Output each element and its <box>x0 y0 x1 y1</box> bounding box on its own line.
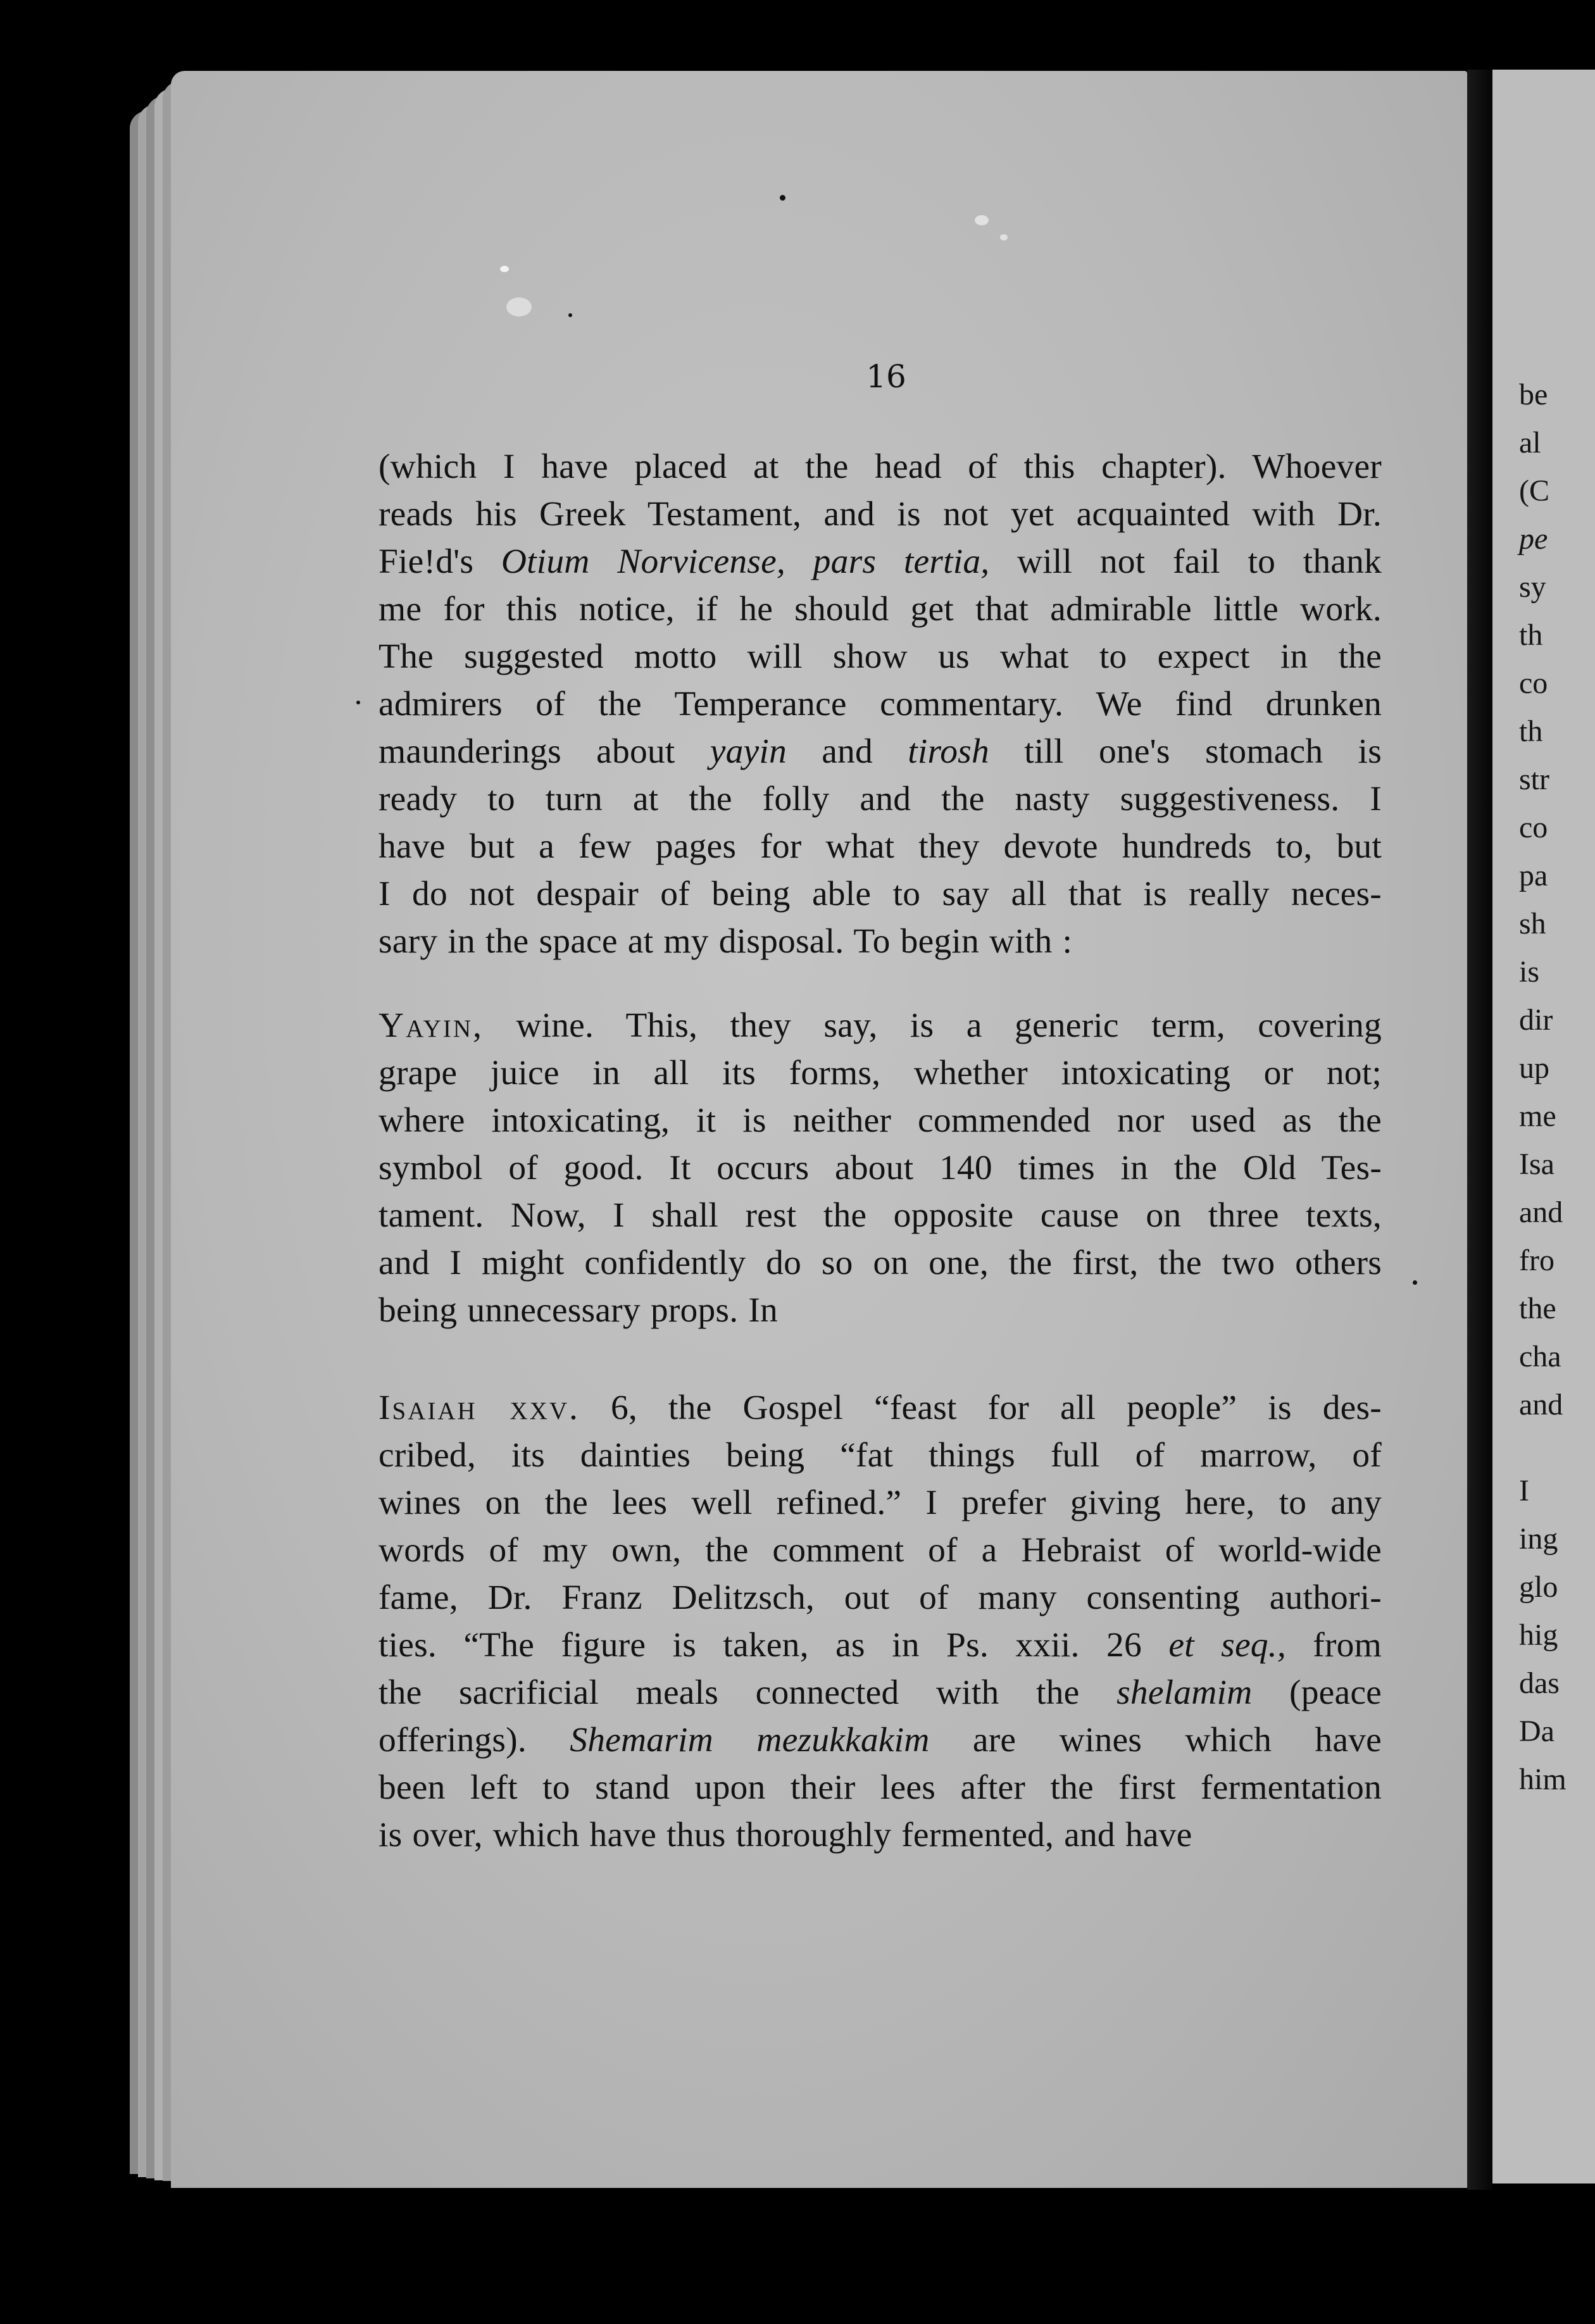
text-line: Yayin, wine. This, they say, is a generic term, covering <box>378 1006 1382 1045</box>
facing-page-fragment: pe <box>1519 522 1548 556</box>
ink-dot <box>780 195 785 201</box>
text-line: me for this notice, if he should get that admirable little work. <box>378 590 1382 628</box>
paper-speck <box>500 266 509 272</box>
text-line: being unnecessary props. In <box>378 1291 778 1330</box>
text-line: admirers of the Temperance commentary. We find drunken <box>378 685 1382 723</box>
text-line: Fie!d's Otium Norvicense, pars tertia, will not fail to thank <box>378 542 1382 581</box>
facing-page-fragment: dir <box>1519 1003 1553 1037</box>
facing-page-fragment: is <box>1519 955 1540 989</box>
text-line: fame, Dr. Franz Delitzsch, out of many consenting authori- <box>378 1578 1382 1617</box>
text-line: have but a few pages for what they devote hundreds to, but <box>378 827 1382 866</box>
facing-page-fragment: co <box>1519 811 1548 844</box>
paper-speck <box>975 215 989 225</box>
facing-page-fragment: al <box>1519 426 1541 459</box>
text-line: where intoxicating, it is neither commended nor used as the <box>378 1101 1382 1140</box>
text-line: symbol of good. It occurs about 140 times in the Old Tes- <box>378 1149 1382 1187</box>
facing-page-fragment: the <box>1519 1292 1556 1325</box>
book-gutter <box>1467 70 1492 2190</box>
text-line: (which I have placed at the head of this chapter). Whoever <box>378 447 1382 486</box>
facing-page-fragment: and <box>1519 1196 1563 1229</box>
facing-page-fragment: das <box>1519 1666 1560 1700</box>
text-line: offerings). Shemarim mezukkakim are wines which have <box>378 1721 1382 1759</box>
text-line: is over, which have thus thoroughly fermented, and have <box>378 1816 1192 1854</box>
facing-page-fragment: I <box>1519 1474 1529 1508</box>
facing-page-fragment: th <box>1519 715 1543 748</box>
facing-page-fragment: up <box>1519 1051 1549 1085</box>
paragraph-3 <box>378 1384 1382 1859</box>
text-line: tament. Now, I shall rest the opposite cause on three texts, <box>378 1196 1382 1235</box>
facing-page-fragment: co <box>1519 666 1548 700</box>
text-line: the sacrificial meals connected with the shelamim (peace <box>378 1673 1382 1712</box>
paragraph-2 <box>378 1002 1382 1334</box>
facing-page-fragment: str <box>1519 763 1549 796</box>
facing-page-fragment: glo <box>1519 1570 1558 1604</box>
facing-page-fragment: be <box>1519 378 1548 411</box>
facing-page-fragment: me <box>1519 1099 1556 1133</box>
text-line: reads his Greek Testament, and is not yet acquainted with Dr. <box>378 495 1382 534</box>
facing-page-fragment: hig <box>1519 1618 1558 1652</box>
ink-dot <box>568 313 572 317</box>
text-line: ready to turn at the folly and the nasty suggestiveness. I <box>378 780 1382 818</box>
facing-page <box>1492 70 1595 2183</box>
paragraph-1 <box>378 443 1382 965</box>
paper-speck <box>506 297 532 316</box>
facing-page-fragment: fro <box>1519 1244 1554 1277</box>
facing-page-fragment: th <box>1519 618 1543 652</box>
ink-dot <box>1413 1280 1417 1285</box>
text-line: words of my own, the comment of a Hebraist of world-wide <box>378 1531 1382 1570</box>
facing-page-fragment: ing <box>1519 1522 1558 1556</box>
text-line: I do not despair of being able to say all that is really neces- <box>378 875 1382 913</box>
text-line: maunderings about yayin and tirosh till one's stomach is <box>378 732 1382 771</box>
facing-page-fragment: sy <box>1519 570 1546 604</box>
page-number: 16 <box>866 358 906 395</box>
facing-page-fragment: Isa <box>1519 1147 1554 1181</box>
facing-page-fragment: pa <box>1519 859 1548 892</box>
text-line: wines on the lees well refined.” I prefer giving here, to any <box>378 1484 1382 1522</box>
text-line: Isaiah xxv. 6, the Gospel “feast for all people” is des- <box>378 1389 1382 1427</box>
paper-speck <box>1000 234 1008 241</box>
text-line: cribed, its dainties being “fat things full of marrow, of <box>378 1436 1382 1475</box>
facing-page-fragment: sh <box>1519 907 1546 940</box>
text-line: grape juice in all its forms, whether intoxicating or not; <box>378 1054 1382 1092</box>
text-line: been left to stand upon their lees after the first fermentation <box>378 1768 1382 1807</box>
facing-page-fragment: Da <box>1519 1715 1554 1748</box>
facing-page-fragment: and <box>1519 1388 1563 1421</box>
text-line: The suggested motto will show us what to expect in the <box>378 637 1382 676</box>
facing-page-fragment: (C <box>1519 474 1549 508</box>
text-line: and I might confidently do so on one, the first, the two others <box>378 1244 1382 1282</box>
facing-page-fragment: him <box>1519 1763 1567 1796</box>
ink-dot <box>356 701 360 704</box>
text-line: ties. “The figure is taken, as in Ps. xxii. 26 et seq., from <box>378 1626 1382 1665</box>
text-line: sary in the space at my disposal. To begin with : <box>378 922 1073 961</box>
facing-page-fragment: cha <box>1519 1340 1561 1373</box>
